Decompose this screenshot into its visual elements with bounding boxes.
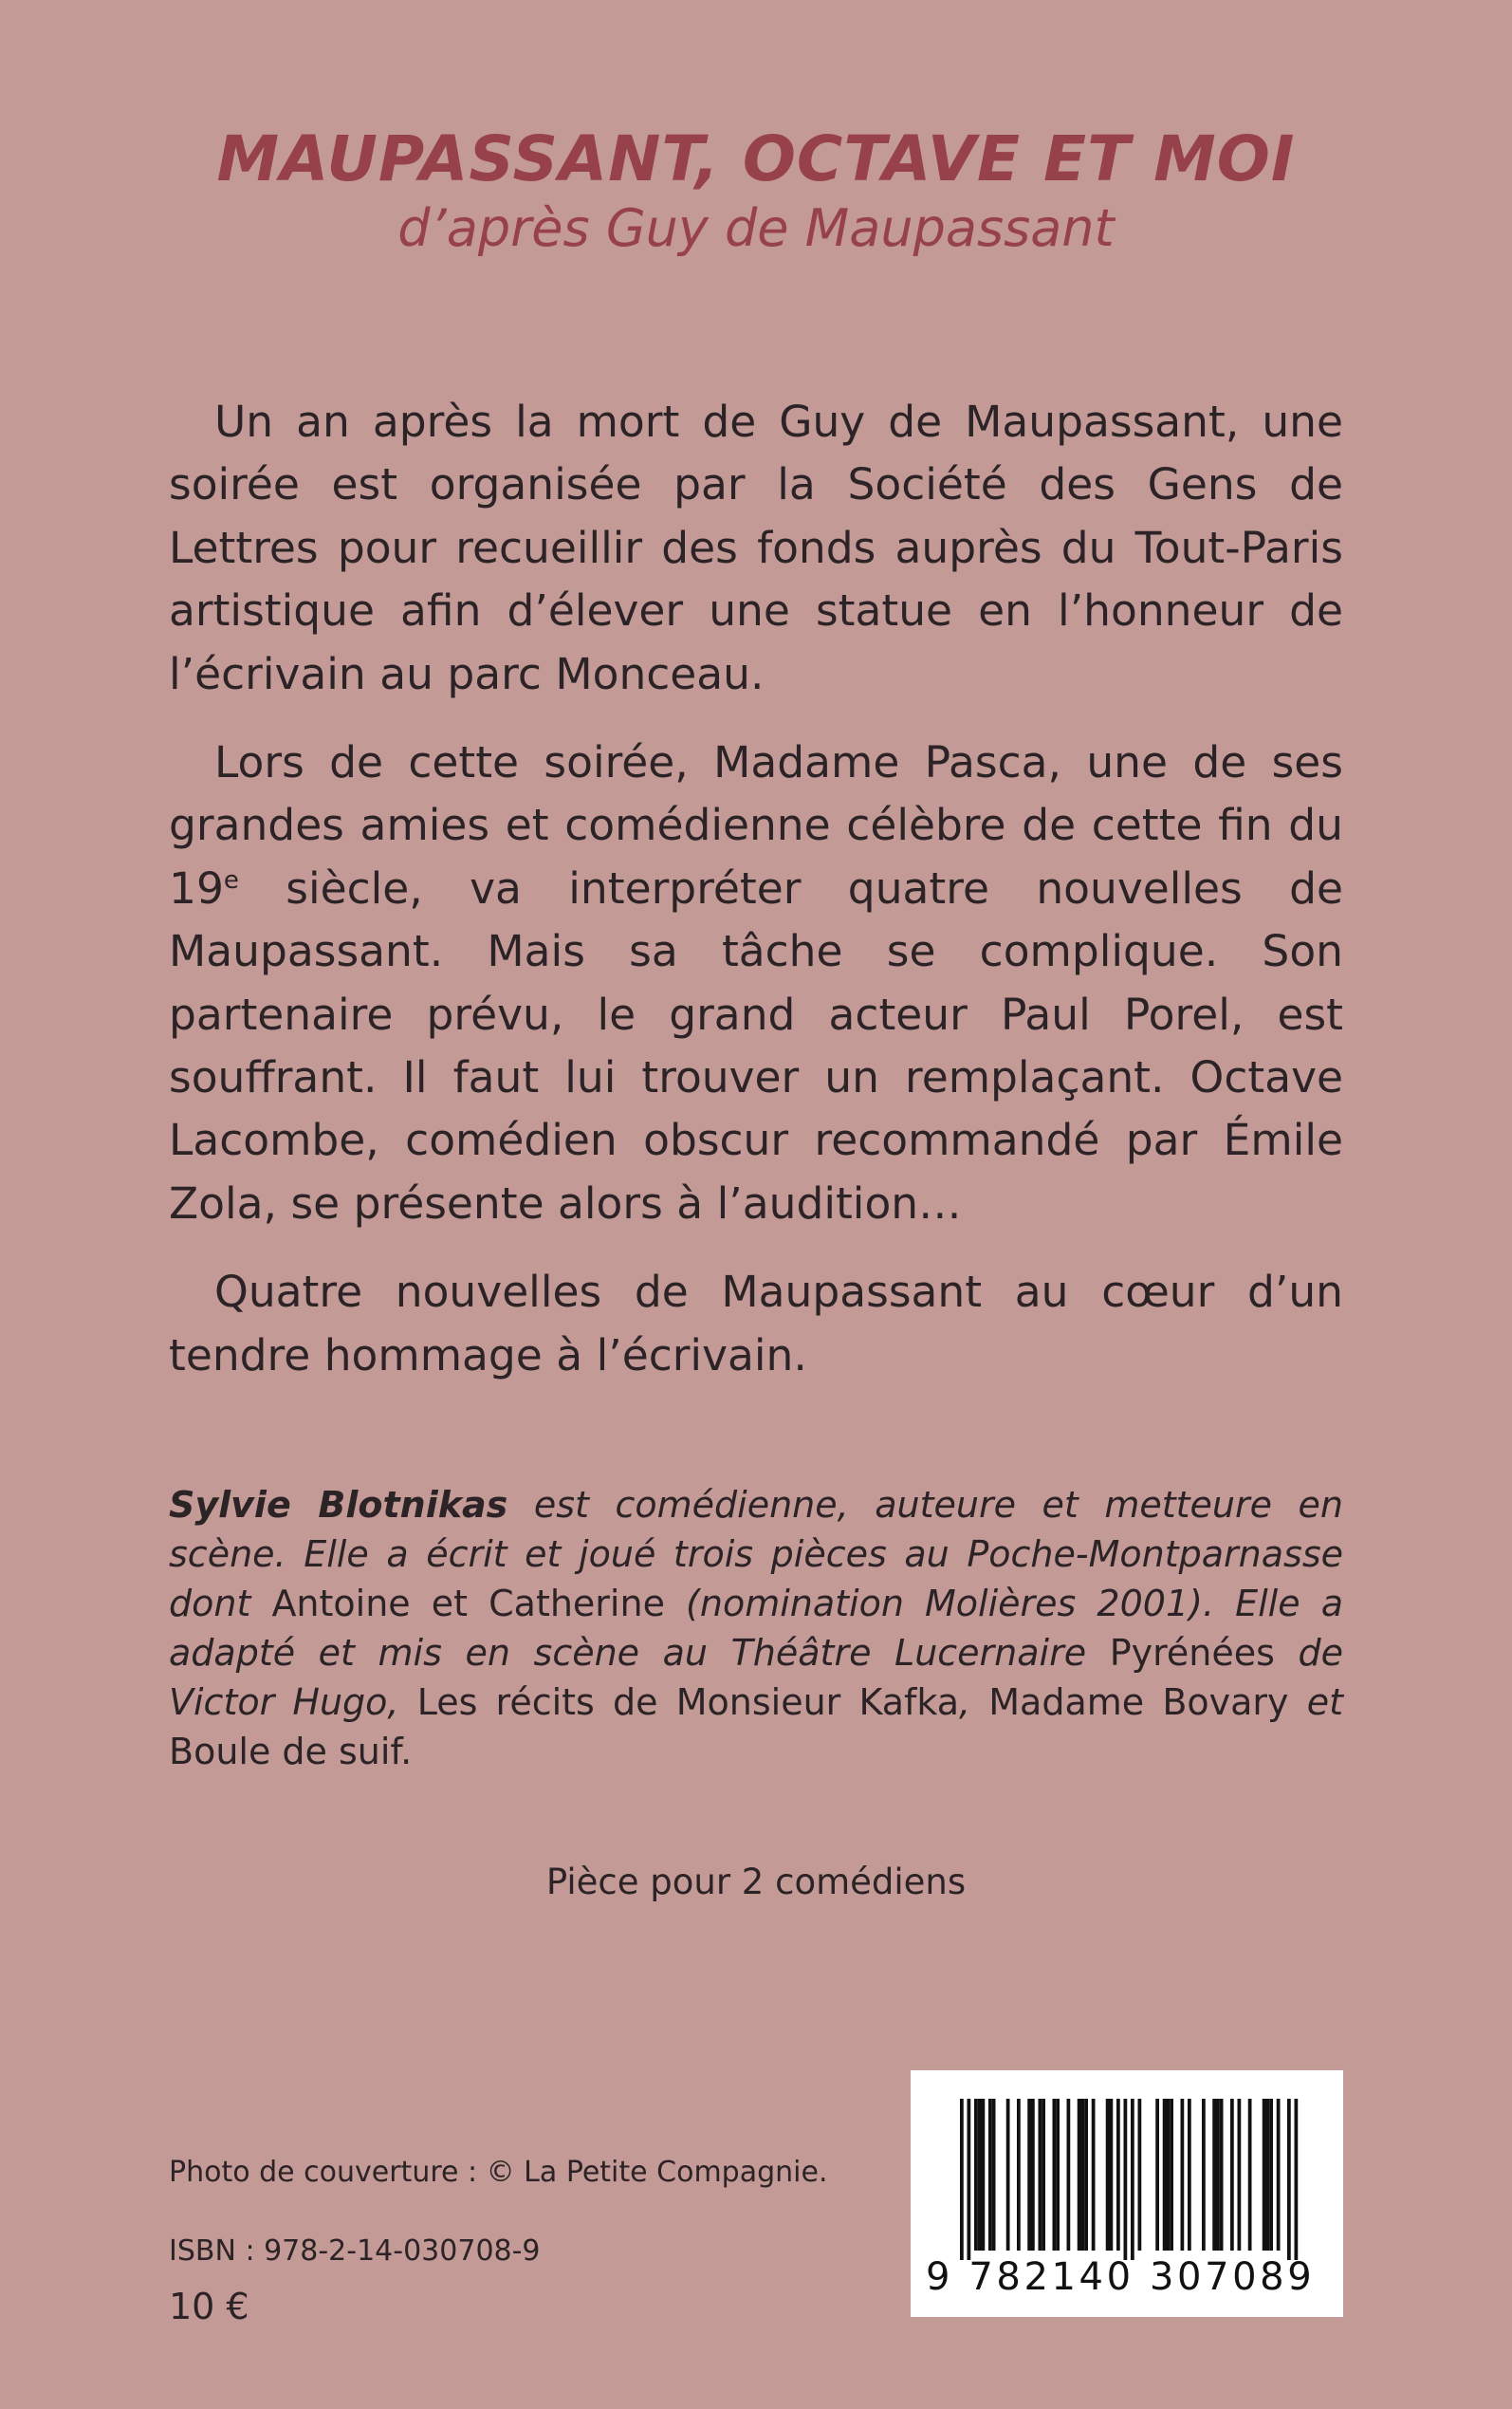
cast-note: Pièce pour 2 comédiens <box>545 1862 967 1902</box>
barcode-bar <box>1078 2099 1081 2251</box>
isbn: ISBN : 978-2-14-030708-9 <box>169 2234 541 2268</box>
barcode-bars <box>911 2070 1343 2260</box>
bio-text-1: est comédienne, auteure et metteure en scène. Elle a écrit et joué trois pièces au Poche-Montparnasse dont <box>169 1484 1344 1624</box>
bio-text-2: (nomination Molières 2001). Elle a adapté et mis en scène au Théâtre Lucernaire <box>169 1583 1343 1674</box>
barcode-bar <box>1106 2099 1110 2251</box>
synopsis-p2-start: Lors de cette soirée, Madame Pasca, une de ses grandes amies et comédienne célèbre de cette fin du 19 <box>169 737 1343 914</box>
barcode-bar <box>1263 2099 1266 2251</box>
work-recits-kafka: Les récits de Monsieur Kafka <box>416 1681 959 1723</box>
barcode-bar <box>1116 2099 1120 2251</box>
barcode-bar <box>1056 2099 1060 2251</box>
barcode-bar <box>1138 2099 1142 2251</box>
work-antoine-et-catherine: Antoine et Catherine <box>271 1583 665 1624</box>
barcode-bar <box>1067 2099 1071 2251</box>
work-madame-bovary: Madame Bovary <box>988 1681 1289 1723</box>
barcode-digits: 9 782140 307089 <box>926 2255 1316 2299</box>
barcode-bar <box>1017 2099 1021 2251</box>
barcode-bar <box>1042 2099 1045 2251</box>
barcode-bar <box>1081 2099 1085 2251</box>
barcode-bar <box>1212 2099 1216 2251</box>
barcode-bar <box>1269 2099 1273 2251</box>
barcode-bar <box>1084 2099 1088 2251</box>
barcode-bar <box>1053 2099 1057 2251</box>
price: 10 € <box>169 2286 249 2327</box>
barcode-bar <box>1188 2099 1191 2251</box>
barcode-bar <box>974 2099 978 2251</box>
barcode-bar <box>1295 2099 1299 2260</box>
barcode-bar <box>1277 2099 1281 2251</box>
barcode-bar <box>992 2099 996 2251</box>
barcode-bar <box>960 2099 964 2260</box>
photo-credit: Photo de couverture : © La Petite Compagnie. <box>169 2156 828 2189</box>
barcode-bar <box>1031 2099 1035 2251</box>
book-title: MAUPASSANT, OCTAVE ET MOI <box>216 122 1296 195</box>
barcode-bar <box>988 2099 992 2251</box>
bio-text-3: de Victor Hugo, <box>169 1632 1343 1723</box>
book-subtitle: d’après Guy de Maupassant <box>397 198 1115 258</box>
synopsis-paragraph-2 <box>169 732 1343 1235</box>
barcode-bar <box>1163 2099 1167 2251</box>
barcode-bar <box>1202 2099 1206 2251</box>
barcode-bar <box>1287 2099 1291 2260</box>
barcode-bar <box>1220 2099 1224 2251</box>
barcode-bar <box>978 2099 982 2251</box>
barcode-bar <box>1092 2099 1096 2251</box>
synopsis-paragraph-3: Quatre nouvelles de Maupassant au cœur d’un tendre hommage à l’écrivain. <box>169 1267 1343 1381</box>
barcode-bar <box>1181 2099 1185 2251</box>
barcode-bar <box>1238 2099 1242 2251</box>
barcode-bar <box>1027 2099 1031 2251</box>
barcode-bar <box>1110 2099 1114 2251</box>
barcode-bar <box>1167 2099 1171 2251</box>
synopsis <box>169 391 1343 1413</box>
bio-text-4: , <box>959 1681 989 1723</box>
barcode-bar <box>1006 2099 1010 2251</box>
synopsis-p2-end: siècle, va interpréter quatre nouvelles de Maupassant. Mais sa tâche se complique. Son partenaire prévu, le grand acteur Paul Porel, est souffrant. Il faut lui trouver un remplaçant. Octave Lacombe, comédien obscur recommandé par Émile Zola, se présente alors à l’audition… <box>169 862 1343 1229</box>
superscript-e: e <box>223 865 239 895</box>
barcode-bar <box>982 2099 986 2251</box>
barcode-bar <box>1155 2099 1159 2251</box>
barcode-bar <box>1266 2099 1270 2251</box>
synopsis-paragraph-1: Un an après la mort de Guy de Maupassant, une soirée est organisée par la Société des Gens de Lettres pour recueillir des fonds auprès du Tout-Paris artistique afin d’élever une statue en l’honneur de l’écrivain au parc Monceau. <box>169 397 1343 699</box>
barcode-bar <box>1170 2099 1173 2251</box>
bio-text-5: et <box>1288 1681 1343 1723</box>
barcode <box>911 2070 1343 2317</box>
barcode-bar <box>1248 2099 1252 2251</box>
barcode-bar <box>1216 2099 1220 2251</box>
work-pyrenees: Pyrénées <box>1109 1632 1275 1674</box>
barcode-bar <box>1230 2099 1234 2251</box>
barcode-bar <box>1039 2099 1042 2251</box>
work-boule-de-suif: Boule de suif <box>169 1731 401 1772</box>
author-bio <box>169 1480 1343 1776</box>
bio-text-6: . <box>400 1731 413 1772</box>
barcode-bar <box>1131 2099 1134 2260</box>
barcode-bar <box>1124 2099 1128 2260</box>
author-name: Sylvie Blotnikas <box>169 1484 508 1526</box>
barcode-bar <box>968 2099 971 2260</box>
